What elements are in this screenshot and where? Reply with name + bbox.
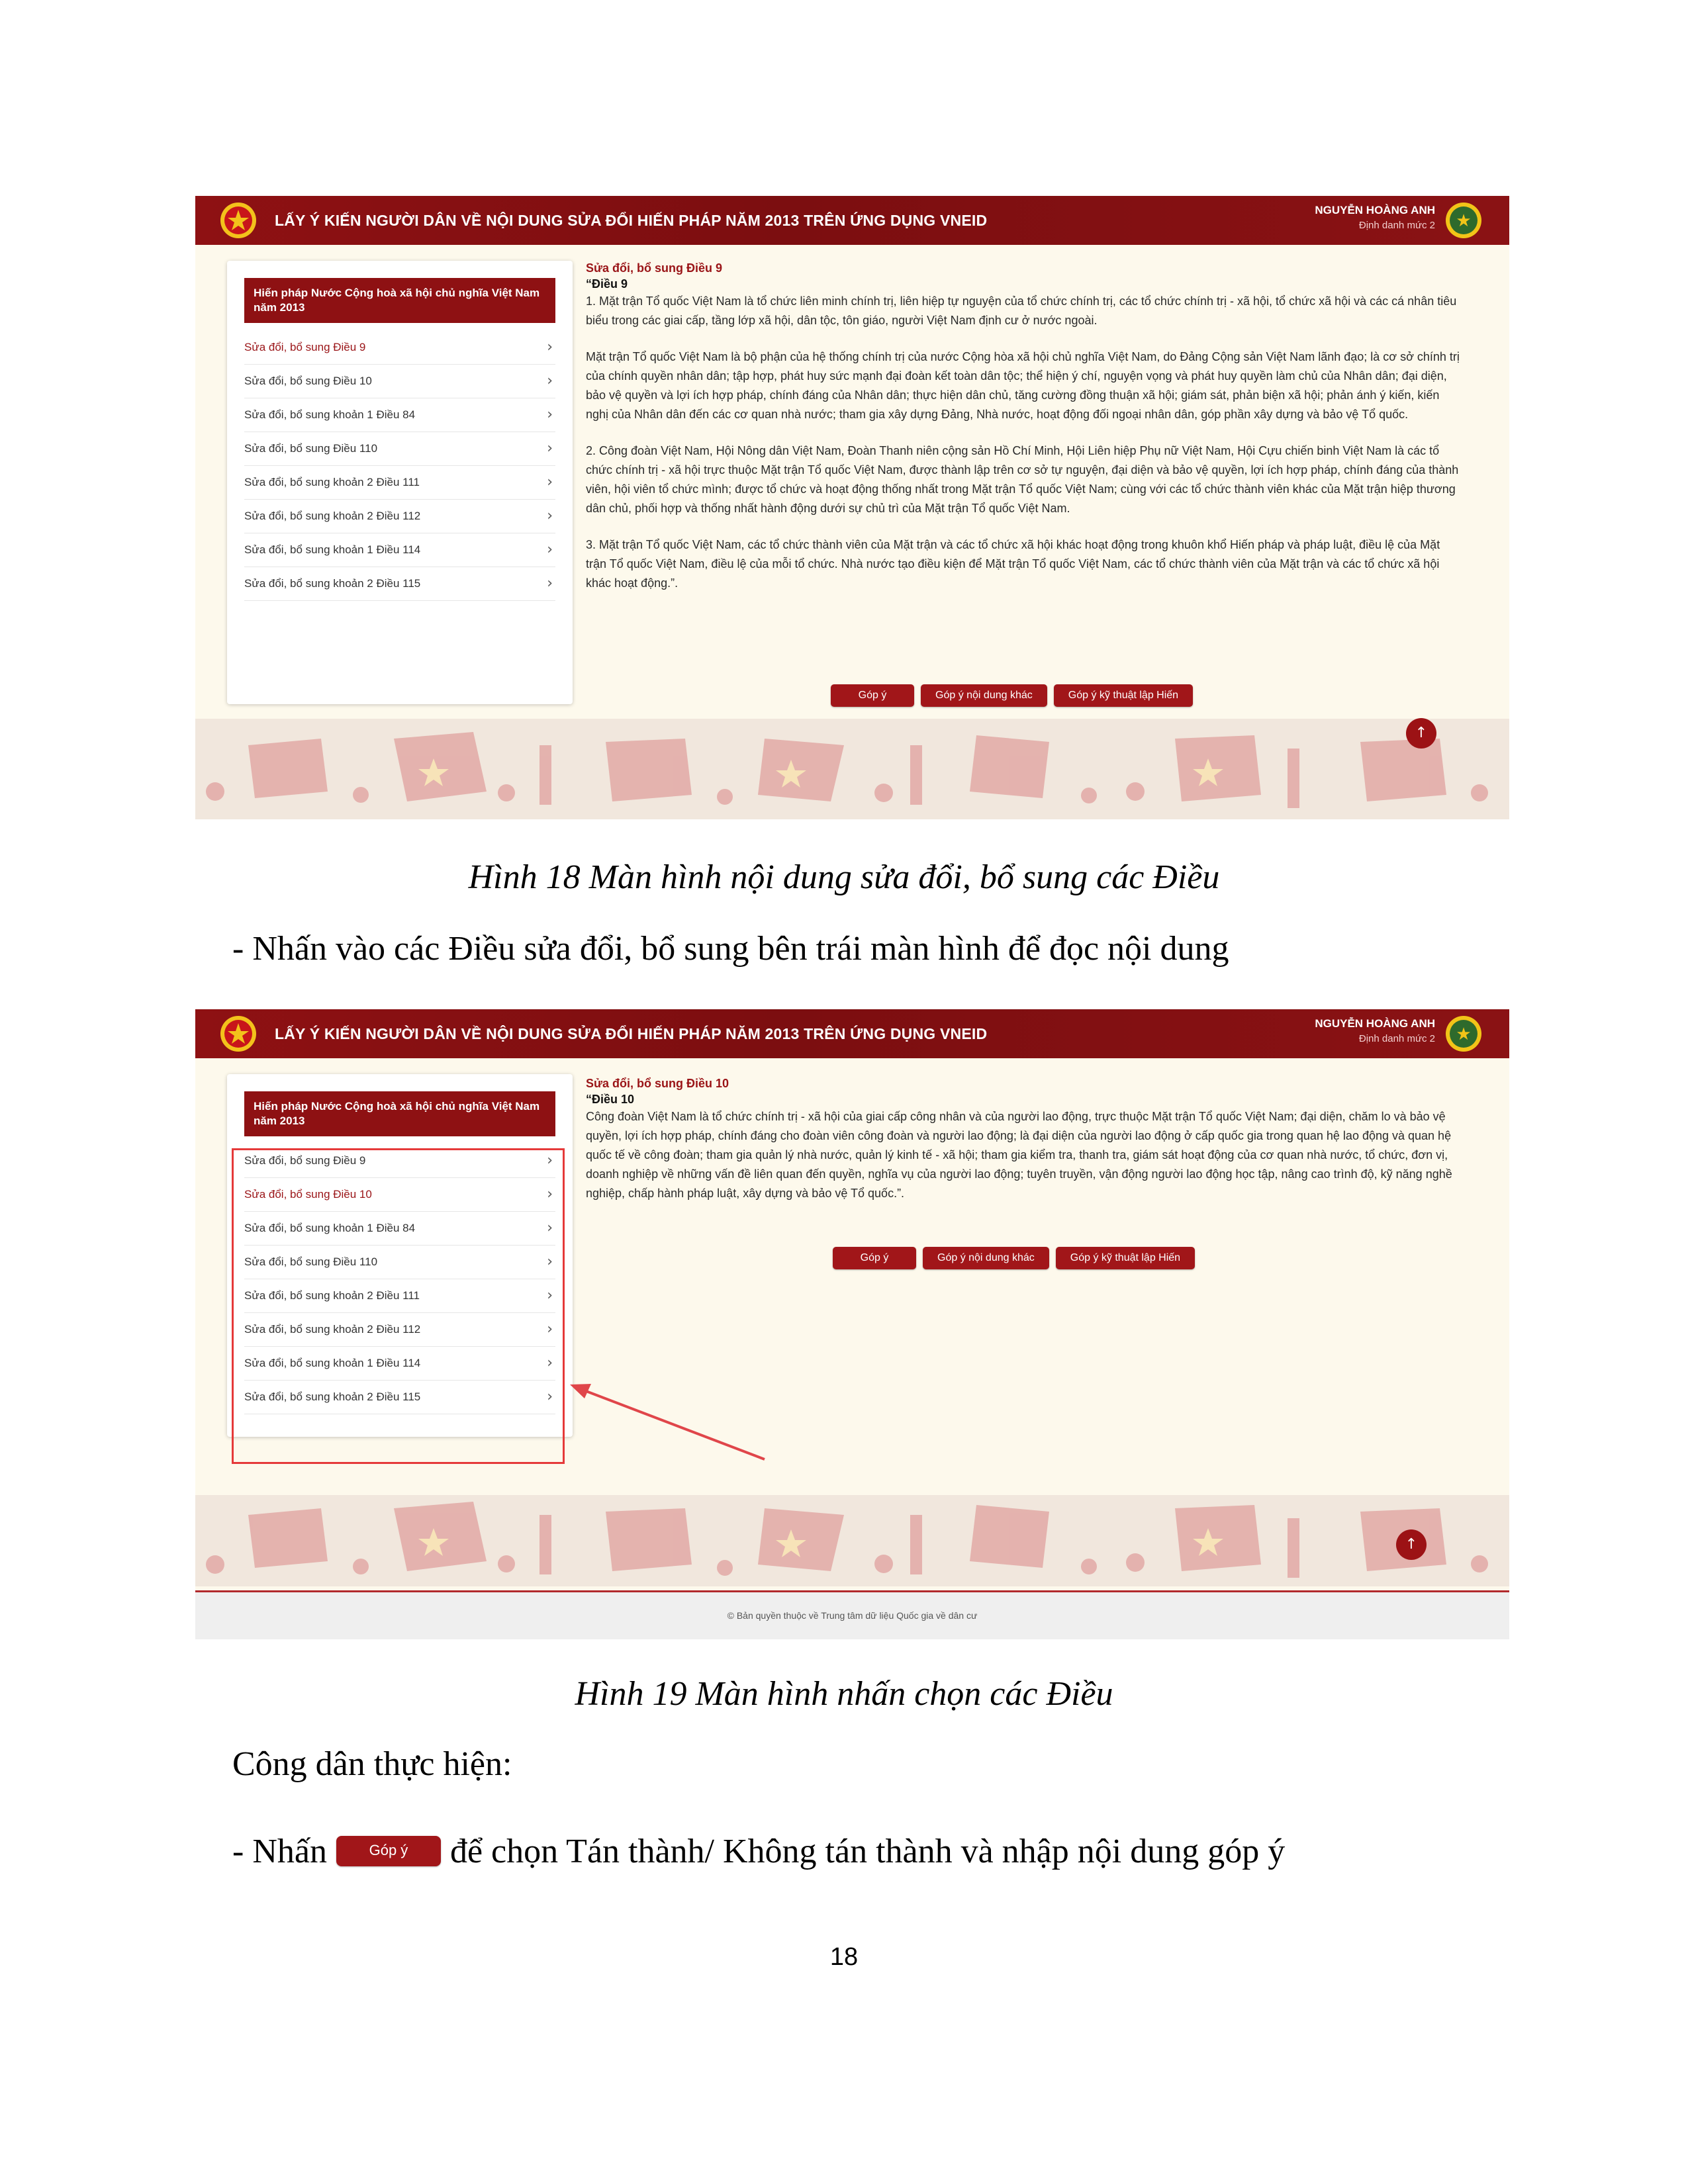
action-buttons: [833, 1247, 1201, 1269]
article-paragraph: Mặt trận Tổ quốc Việt Nam là bộ phận của hệ thống chính trị của nước Cộng hòa xã hội chủ nghĩa Việt Nam, do Đảng Cộng sản Việt Nam lãnh đạo; là cơ sở chính trị của chính quyền nhân dân; tập hợp, phát huy sức mạnh đại đoàn kết toàn dân tộc; thể hiện ý chí, nguyện vọng và phát huy quyền làm chủ của Nhân dân; đại diện, bảo vệ quyền và lợi ích hợp pháp, chính đáng của Nhân dân; thực hiện dân chủ, tăng cường đồng thuận xã hội; giám sát, phản biện xã hội; phản ánh ý kiến, kiến nghị của Nhân dân đến các cơ quan nhà nước; tham gia xây dựng Đảng, Nhà nước, hoạt động đối ngoại nhân dân, góp phần xây dựng và bảo vệ Tổ quốc.: [586, 350, 1460, 421]
national-emblem-icon: [219, 201, 258, 240]
figure-19-caption: Hình 19 Màn hình nhấn chọn các Điều: [575, 1675, 1113, 1713]
sidebar-item-dieu-84[interactable]: [244, 398, 555, 432]
user-name: NGUYỄN HOÀNG ANH: [1315, 1017, 1435, 1030]
sidebar-item-label: Sửa đổi, bổ sung khoản 1 Điều 114: [244, 1357, 421, 1369]
instruction-suffix: để chọn Tán thành/ Không tán thành và nhập nội dung góp ý: [449, 1833, 1286, 1870]
police-badge-icon: ★: [1446, 1016, 1481, 1052]
gop-y-noi-dung-khac-button[interactable]: Góp ý nội dung khác: [923, 1247, 1049, 1269]
gop-y-ky-thuat-button[interactable]: Góp ý kỹ thuật lập Hiến: [1054, 684, 1193, 707]
sidebar-item-label: Sửa đổi, bổ sung khoản 1 Điều 84: [244, 408, 416, 421]
chevron-right-icon: ›: [547, 1220, 553, 1236]
decorative-banner: [195, 719, 1509, 819]
chevron-right-icon: ›: [547, 1152, 553, 1169]
chevron-right-icon: ›: [547, 1321, 553, 1338]
article-sidebar: [227, 261, 573, 704]
chevron-right-icon: ›: [547, 1253, 553, 1270]
chevron-right-icon: ›: [547, 1287, 553, 1304]
sidebar-header: Hiến pháp Nước Cộng hoà xã hội chủ nghĩa Việt Nam năm 2013: [244, 1091, 555, 1136]
sidebar-item-label: Sửa đổi, bổ sung khoản 2 Điều 115: [244, 577, 421, 590]
app-header: [195, 1009, 1509, 1058]
sidebar-item-label: Sửa đổi, bổ sung Điều 9: [244, 341, 366, 353]
user-info[interactable]: [1315, 1017, 1435, 1044]
gop-y-button[interactable]: Góp ý: [831, 684, 914, 707]
figure-18-screenshot: [195, 196, 1509, 819]
app-title: LẤY Ý KIẾN NGƯỜI DÂN VỀ NỘI DUNG SỬA ĐỔI HIẾN PHÁP NĂM 2013 TRÊN ỨNG DỤNG VNEID: [275, 212, 988, 229]
figure-18-caption: Hình 18 Màn hình nội dung sửa đổi, bổ sung các Điều: [468, 858, 1220, 896]
chevron-right-icon: ›: [547, 508, 553, 524]
sidebar-highlight-box: [232, 1148, 565, 1464]
instruction-text-2: Công dân thực hiện:: [232, 1745, 512, 1783]
sidebar-item-label: Sửa đổi, bổ sung khoản 2 Điều 111: [244, 476, 420, 488]
article-paragraph: 1. Mặt trận Tổ quốc Việt Nam là tổ chức liên minh chính trị, liên hiệp tự nguyện của tổ chức chính trị, các tổ chức chính trị - xã hội, tổ chức xã hội và các cá nhân tiêu biểu trong các giai cấp, tầng lớp xã hội, dân tộc, tôn giáo, người Việt Nam định cư ở nước ngoài.: [586, 295, 1457, 327]
decorative-banner: [195, 1495, 1509, 1586]
sidebar-item-dieu-9[interactable]: [244, 331, 555, 365]
gop-y-ky-thuat-button[interactable]: Góp ý kỹ thuật lập Hiến: [1056, 1247, 1195, 1269]
app-title: LẤY Ý KIẾN NGƯỜI DÂN VỀ NỘI DUNG SỬA ĐỔI HIẾN PHÁP NĂM 2013 TRÊN ỨNG DỤNG VNEID: [275, 1025, 988, 1042]
chevron-right-icon: ›: [547, 1355, 553, 1371]
action-buttons: [831, 684, 1199, 707]
flags-pattern-image: [195, 719, 1509, 819]
figure-19-screenshot: [195, 1009, 1509, 1639]
instruction-text-1: - Nhấn vào các Điều sửa đổi, bổ sung bên trái màn hình để đọc nội dung: [232, 930, 1229, 968]
app-footer: [195, 1590, 1509, 1639]
sidebar-item-label: Sửa đổi, bổ sung Điều 110: [244, 1255, 378, 1268]
sidebar-item-label: Sửa đổi, bổ sung khoản 1 Điều 84: [244, 1222, 416, 1234]
article-paragraph: Công đoàn Việt Nam là tổ chức chính trị - xã hội của giai cấp công nhân và của người lao động, trực thuộc Mặt trận Tổ quốc Việt Nam; đại diện, chăm lo và bảo vệ quyền, lợi ích hợp pháp, chính đáng cho đoàn viên công đoàn và người lao động; là đại diện của người lao động ở cấp quốc gia trong quan hệ lao động và quan hệ quốc tế về công đoàn; tham gia quản lý nhà nước, quản lý kinh tế - xã hội; tham gia kiểm tra, thanh tra, giám sát hoạt động của cơ quan nhà nước, tổ chức, đơn vị, doanh nghiệp về những vấn đề liên quan đến quyền, nghĩa vụ của người lao động; tuyên truyền, vận động người lao động học tập, nâng cao trình độ, kỹ năng nghề nghiệp, chấp hành pháp luật, xây dựng và bảo vệ Tổ quốc.”.: [586, 1110, 1452, 1200]
flags-pattern-image: [195, 1495, 1509, 1586]
sidebar-item-label: Sửa đổi, bổ sung khoản 2 Điều 111: [244, 1289, 420, 1302]
content-heading: Sửa đổi, bổ sung Điều 10: [586, 1077, 729, 1090]
sidebar-item-label: Sửa đổi, bổ sung Điều 10: [244, 1188, 372, 1201]
article-title: “Điều 10: [586, 1093, 635, 1106]
article-content: [586, 260, 1460, 610]
sidebar-item-label: Sửa đổi, bổ sung khoản 2 Điều 115: [244, 1390, 421, 1403]
app-header: [195, 196, 1509, 245]
article-paragraph: 3. Mặt trận Tổ quốc Việt Nam, các tổ chức thành viên của Mặt trận và các tổ chức xã hội khác hoạt động trong khuôn khổ Hiến pháp và pháp luật, điều lệ của Mặt trận Tổ quốc Việt Nam, điều lệ của mỗi tổ chức. Nhà nước tạo điều kiện để Mặt trận Tổ quốc Việt Nam, các tổ chức thành viên của Mặt trận và các tổ chức xã hội khác hoạt động.”.: [586, 538, 1440, 590]
chevron-right-icon: ›: [547, 575, 553, 592]
user-name: NGUYỄN HOÀNG ANH: [1315, 204, 1435, 216]
article-paragraph: 2. Công đoàn Việt Nam, Hội Nông dân Việt Nam, Đoàn Thanh niên cộng sản Hồ Chí Minh, Hội Liên hiệp Phụ nữ Việt Nam, Hội Cựu chiến binh Việt Nam là các tổ chức chính trị - xã hội trực thuộc Mặt trận Tổ quốc Việt Nam, được thành lập trên cơ sở tự nguyện, đại diện và bảo vệ quyền, lợi ích hợp pháp, chính đáng của thành viên, hội viên tổ chức mình; được tổ chức và hoạt động thống nhất trong Mặt trận Tổ quốc Việt Nam; cùng với các tổ chức thành viên khác của Mặt trận hiệp thương dân chủ, phối hợp và thống nhất hành động dưới sự chủ trì của Mặt trận Tổ quốc Việt Nam.: [586, 444, 1459, 515]
national-emblem-icon: [219, 1015, 258, 1053]
scroll-to-top-button[interactable]: ↑: [1406, 718, 1436, 749]
chevron-right-icon: ›: [547, 373, 553, 389]
gop-y-noi-dung-khac-button[interactable]: Góp ý nội dung khác: [921, 684, 1047, 707]
scroll-to-top-button[interactable]: ↑: [1396, 1529, 1427, 1560]
gop-y-inline-button: Góp ý: [336, 1836, 441, 1866]
sidebar-item-dieu-112[interactable]: [244, 500, 555, 533]
chevron-right-icon: ›: [547, 440, 553, 457]
content-heading: Sửa đổi, bổ sung Điều 9: [586, 261, 723, 275]
sidebar-item-dieu-110[interactable]: [244, 432, 555, 466]
sidebar-item-label: Sửa đổi, bổ sung Điều 9: [244, 1154, 366, 1167]
sidebar-item-label: Sửa đổi, bổ sung Điều 10: [244, 375, 372, 387]
chevron-right-icon: ›: [547, 474, 553, 490]
sidebar-item-dieu-114[interactable]: [244, 533, 555, 567]
copyright-text: © Bản quyền thuộc về Trung tâm dữ liệu Quốc gia về dân cư: [727, 1610, 978, 1621]
instruction-text-3: [232, 1832, 1285, 1873]
user-info[interactable]: [1315, 204, 1435, 231]
sidebar-header: Hiến pháp Nước Cộng hoà xã hội chủ nghĩa Việt Nam năm 2013: [244, 278, 555, 323]
page-number: 18: [829, 1943, 859, 1971]
user-level: Định danh mức 2: [1358, 1033, 1435, 1044]
sidebar-item-label: Sửa đổi, bổ sung khoản 2 Điều 112: [244, 510, 421, 522]
sidebar-item-label: Sửa đổi, bổ sung khoản 1 Điều 114: [244, 543, 421, 556]
gop-y-button[interactable]: Góp ý: [833, 1247, 916, 1269]
instruction-prefix: - Nhấn: [232, 1833, 327, 1870]
user-level: Định danh mức 2: [1358, 220, 1435, 231]
article-content: [586, 1075, 1460, 1220]
sidebar-item-label: Sửa đổi, bổ sung Điều 110: [244, 442, 378, 455]
article-title: “Điều 9: [586, 277, 628, 291]
sidebar-item-dieu-10[interactable]: [244, 365, 555, 398]
police-badge-icon: ★: [1446, 203, 1481, 238]
chevron-right-icon: ›: [547, 541, 553, 558]
sidebar-item-dieu-111[interactable]: [244, 466, 555, 500]
chevron-right-icon: ›: [547, 1388, 553, 1405]
chevron-right-icon: ›: [547, 339, 553, 355]
sidebar-item-dieu-115[interactable]: [244, 567, 555, 601]
sidebar-item-label: Sửa đổi, bổ sung khoản 2 Điều 112: [244, 1323, 421, 1336]
chevron-right-icon: ›: [547, 1186, 553, 1203]
chevron-right-icon: ›: [547, 406, 553, 423]
